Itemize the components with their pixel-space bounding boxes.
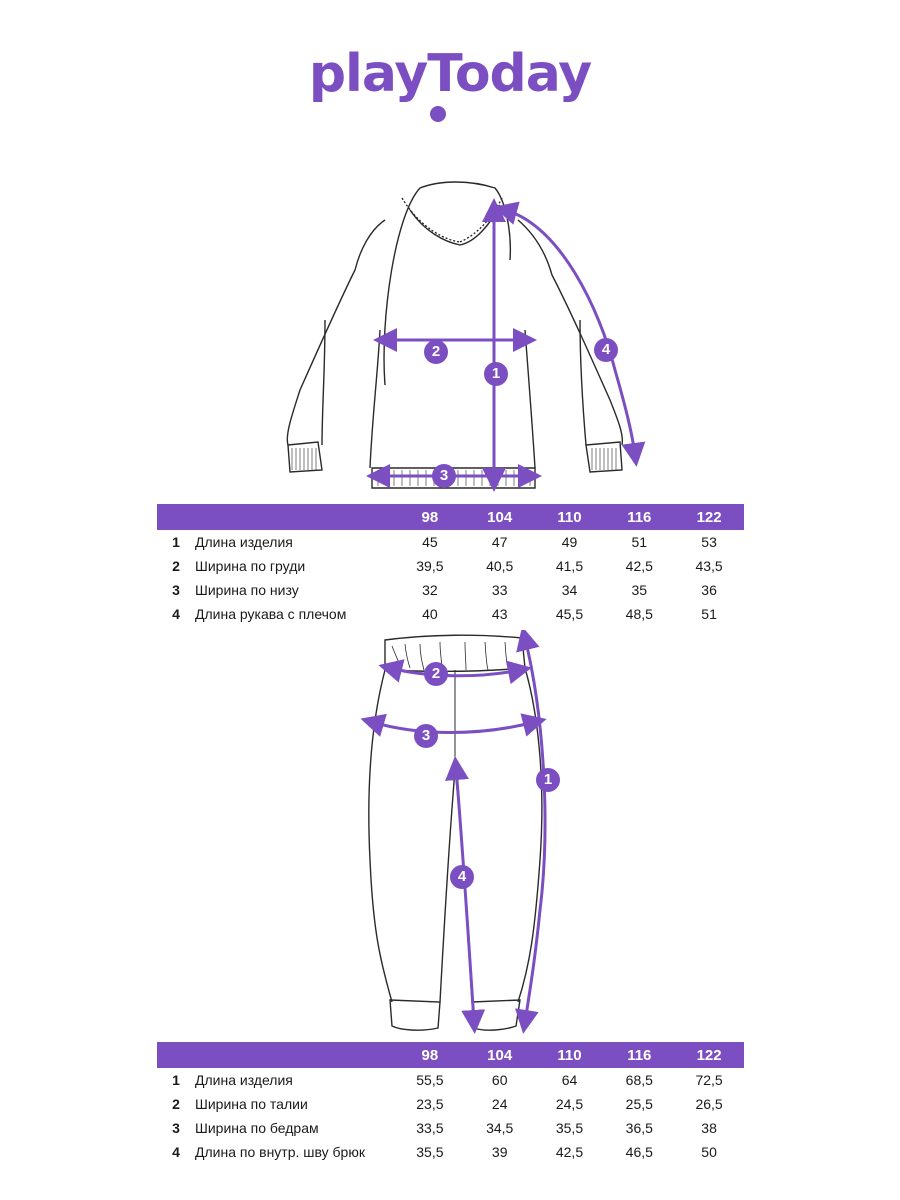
pants-marker-3: 3	[414, 724, 438, 748]
size-header: 116	[604, 1042, 674, 1068]
pants-marker-2: 2	[424, 662, 448, 686]
row-value: 35,5	[555, 1120, 584, 1136]
row-number: 4	[172, 606, 180, 622]
row-value: 40	[422, 606, 438, 622]
size-header: 116	[604, 504, 674, 530]
row-value: 33	[491, 582, 508, 598]
hoodie-drawing	[0, 170, 900, 500]
pants-marker-4: 4	[450, 865, 474, 889]
row-value: 26,5	[695, 1096, 723, 1112]
size-header: 122	[674, 1042, 744, 1068]
row-number: 3	[172, 582, 180, 598]
hoodie-size-table	[157, 504, 744, 626]
row-value: 47	[491, 534, 508, 550]
row-value: 53	[701, 534, 717, 550]
row-value: 35	[631, 582, 648, 598]
row-value: 64	[561, 1072, 578, 1088]
row-value: 45	[422, 534, 438, 550]
row-number: 3	[172, 1120, 180, 1136]
table-row	[157, 530, 744, 554]
row-label: Длина изделия	[195, 1072, 293, 1088]
row-label: Ширина по бедрам	[195, 1120, 319, 1136]
brand-logo-dot	[430, 106, 446, 122]
table-header-row	[157, 1042, 744, 1068]
row-number: 2	[172, 558, 180, 574]
row-value: 35,5	[416, 1144, 444, 1160]
row-value: 43	[491, 606, 508, 622]
row-label: Ширина по груди	[195, 558, 306, 574]
row-number: 4	[172, 1144, 180, 1160]
row-value: 39	[491, 1144, 508, 1160]
row-value: 42,5	[555, 1144, 584, 1160]
table-row	[157, 1140, 744, 1164]
row-number: 1	[172, 1072, 180, 1088]
row-value: 34,5	[486, 1120, 514, 1136]
hoodie-marker-3: 3	[432, 464, 456, 488]
table-row	[157, 554, 744, 578]
hoodie-marker-1: 1	[484, 362, 508, 386]
table-row	[157, 1068, 744, 1092]
row-label: Длина изделия	[195, 534, 293, 550]
brand-logo	[0, 44, 900, 104]
table-row	[157, 1092, 744, 1116]
hoodie-marker-2: 2	[424, 340, 448, 364]
brand-logo-text: playToday	[308, 44, 592, 104]
size-header: 98	[395, 504, 465, 530]
row-value: 50	[701, 1144, 717, 1160]
pants-size-table	[157, 1042, 744, 1164]
size-header: 122	[674, 504, 744, 530]
table-header-row	[157, 504, 744, 530]
row-number: 1	[172, 534, 180, 550]
size-header: 104	[465, 504, 535, 530]
row-value: 48,5	[625, 606, 653, 622]
row-value: 38	[701, 1120, 717, 1136]
pants-marker-1: 1	[536, 768, 560, 792]
row-value: 36	[701, 582, 717, 598]
table-row	[157, 1116, 744, 1140]
size-header: 110	[535, 504, 605, 530]
row-value: 42,5	[625, 558, 653, 574]
size-header: 98	[395, 1042, 465, 1068]
row-label: Длина рукава с плечом	[195, 606, 347, 622]
row-value: 41,5	[555, 558, 584, 574]
table-row	[157, 578, 744, 602]
row-value: 72,5	[695, 1072, 723, 1088]
size-header: 104	[465, 1042, 535, 1068]
row-label: Ширина по низу	[195, 582, 299, 598]
row-value: 68,5	[625, 1072, 653, 1088]
row-value: 32	[422, 582, 438, 598]
row-value: 46,5	[625, 1144, 653, 1160]
pants-drawing	[0, 630, 900, 1040]
row-value: 45,5	[555, 606, 584, 622]
row-value: 51	[631, 534, 648, 550]
size-header: 110	[535, 1042, 605, 1068]
row-value: 33,5	[416, 1120, 444, 1136]
row-label: Ширина по талии	[195, 1096, 308, 1112]
row-value: 55,5	[416, 1072, 444, 1088]
row-value: 43,5	[695, 558, 723, 574]
row-value: 51	[701, 606, 717, 622]
table-row	[157, 602, 744, 626]
hoodie-marker-4: 4	[594, 338, 618, 362]
row-value: 25,5	[625, 1096, 653, 1112]
row-value: 36,5	[625, 1120, 653, 1136]
row-number: 2	[172, 1096, 180, 1112]
row-value: 40,5	[486, 558, 514, 574]
row-value: 24	[491, 1096, 508, 1112]
row-label: Длина по внутр. шву брюк	[195, 1144, 365, 1160]
row-value: 24,5	[555, 1096, 584, 1112]
row-value: 39,5	[416, 558, 444, 574]
row-value: 23,5	[416, 1096, 444, 1112]
row-value: 49	[561, 534, 578, 550]
row-value: 34	[561, 582, 578, 598]
row-value: 60	[491, 1072, 508, 1088]
